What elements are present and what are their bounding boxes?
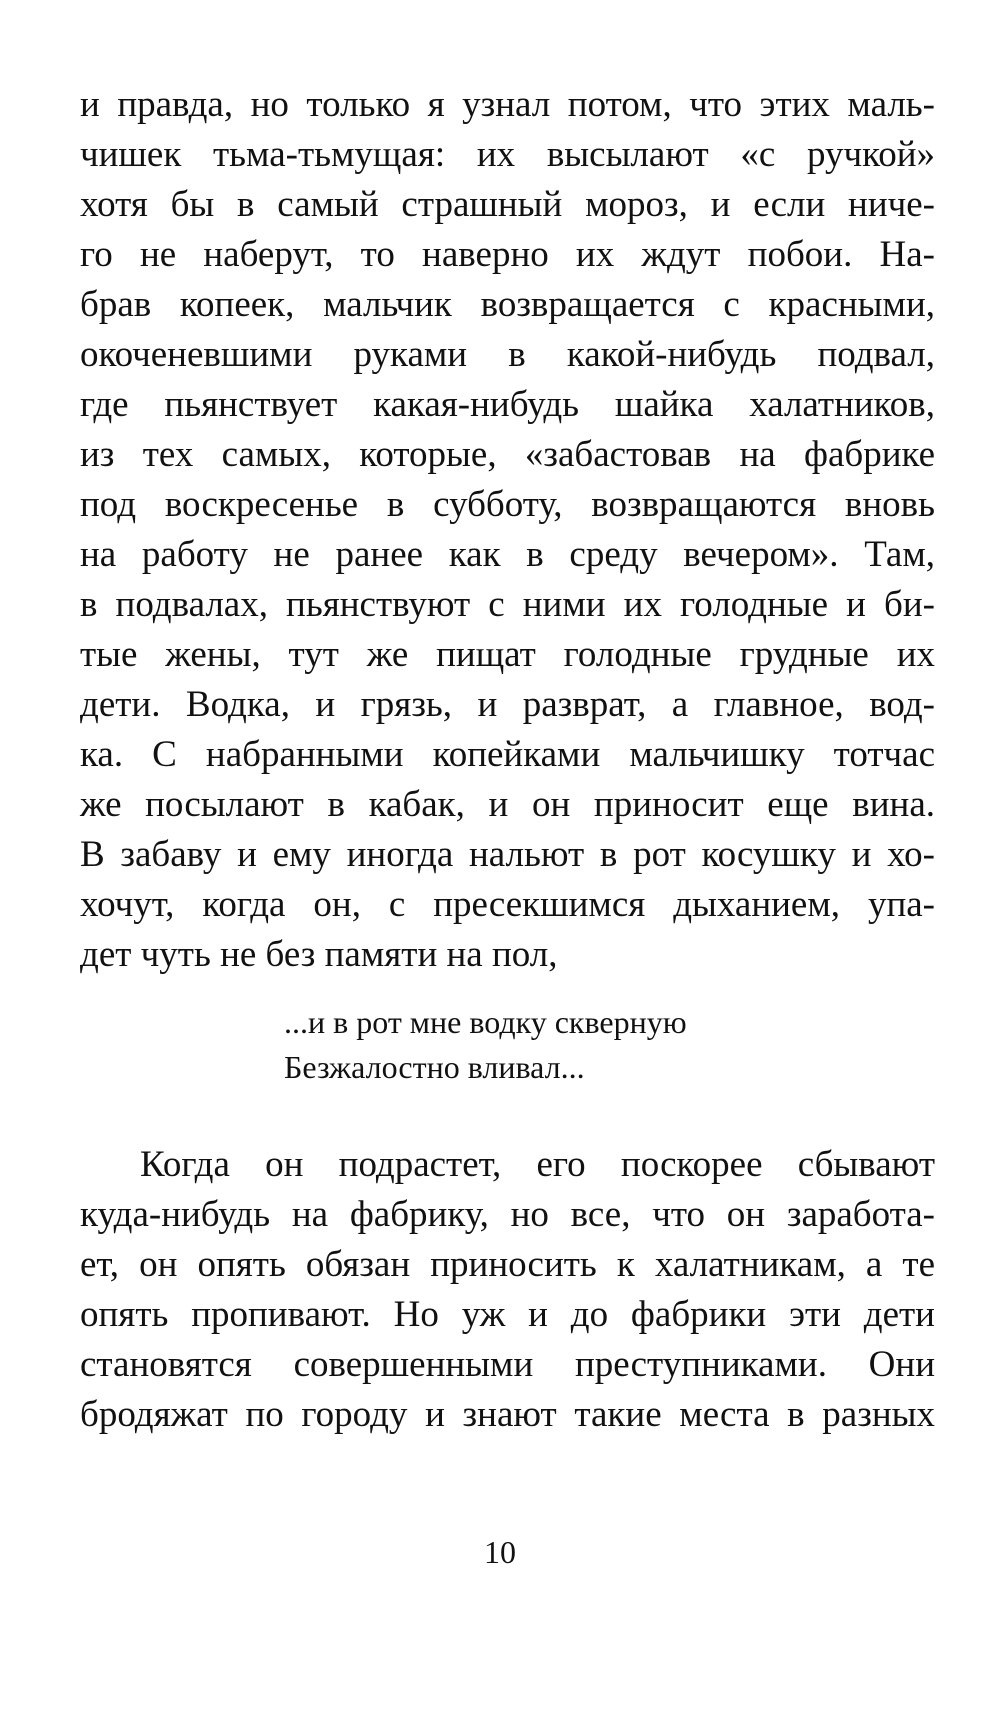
text-line: тые жены, тут же пищат голодные грудные их [80, 634, 935, 675]
text-line: чишек тьма-тьмущая: их высылают «с ручкой» [80, 134, 935, 175]
text-line: в подвалах, пьянствуют с ними их голодные и би- [80, 584, 935, 625]
text-line: хотя бы в самый страшный мороз, и если ниче- [80, 184, 935, 225]
text-line: под воскресенье в субботу, возвращаются вновь [80, 484, 935, 525]
text-line: ет, он опять обязан приносить к халатникам, а те [80, 1244, 935, 1285]
text-line: куда-нибудь на фабрику, но все, что он заработа- [80, 1194, 935, 1235]
text-line: и правда, но только я узнал потом, что этих маль- [80, 84, 935, 125]
verse-quote [284, 1000, 687, 1090]
text-line: го не наберут, то наверно их ждут побои. На- [80, 234, 935, 275]
text-line: где пьянствует какая-нибудь шайка халатников, [80, 384, 935, 425]
paragraph-2 [80, 1140, 935, 1440]
text-line: брав копеек, мальчик возвращается с красными, [80, 284, 935, 325]
text-line: же посылают в кабак, и он приносит еще вина. [80, 784, 935, 825]
text-line: на работу не ранее как в среду вечером». Там, [80, 534, 935, 575]
text-line: окоченевшими руками в какой-нибудь подвал, [80, 334, 935, 375]
text-line: Когда он подрастет, его поскорее сбывают [140, 1144, 935, 1185]
text-line: В забаву и ему иногда нальют в рот косушку и хо- [80, 834, 935, 875]
text-line: ка. С набранными копейками мальчишку тотчас [80, 734, 935, 775]
text-line: бродяжат по городу и знают такие места в разных [80, 1394, 935, 1435]
page-number: 10 [484, 1534, 516, 1570]
text-line: хочут, когда он, с пресекшимся дыханием, упа- [80, 884, 935, 925]
verse-line: Безжалостно вливал... [284, 1049, 585, 1085]
text-line: становятся совершенными преступниками. Они [80, 1344, 935, 1385]
verse-line: ...и в рот мне водку скверную [284, 1004, 687, 1040]
text-line: дети. Водка, и грязь, и разврат, а главное, вод- [80, 684, 935, 725]
text-line: опять пропивают. Но уж и до фабрики эти дети [80, 1294, 935, 1335]
text-line: из тех самых, которые, «забастовав на фабрике [80, 434, 935, 475]
text-line: дет чуть не без памяти на пол, [80, 934, 558, 975]
paragraph-1 [80, 80, 935, 980]
